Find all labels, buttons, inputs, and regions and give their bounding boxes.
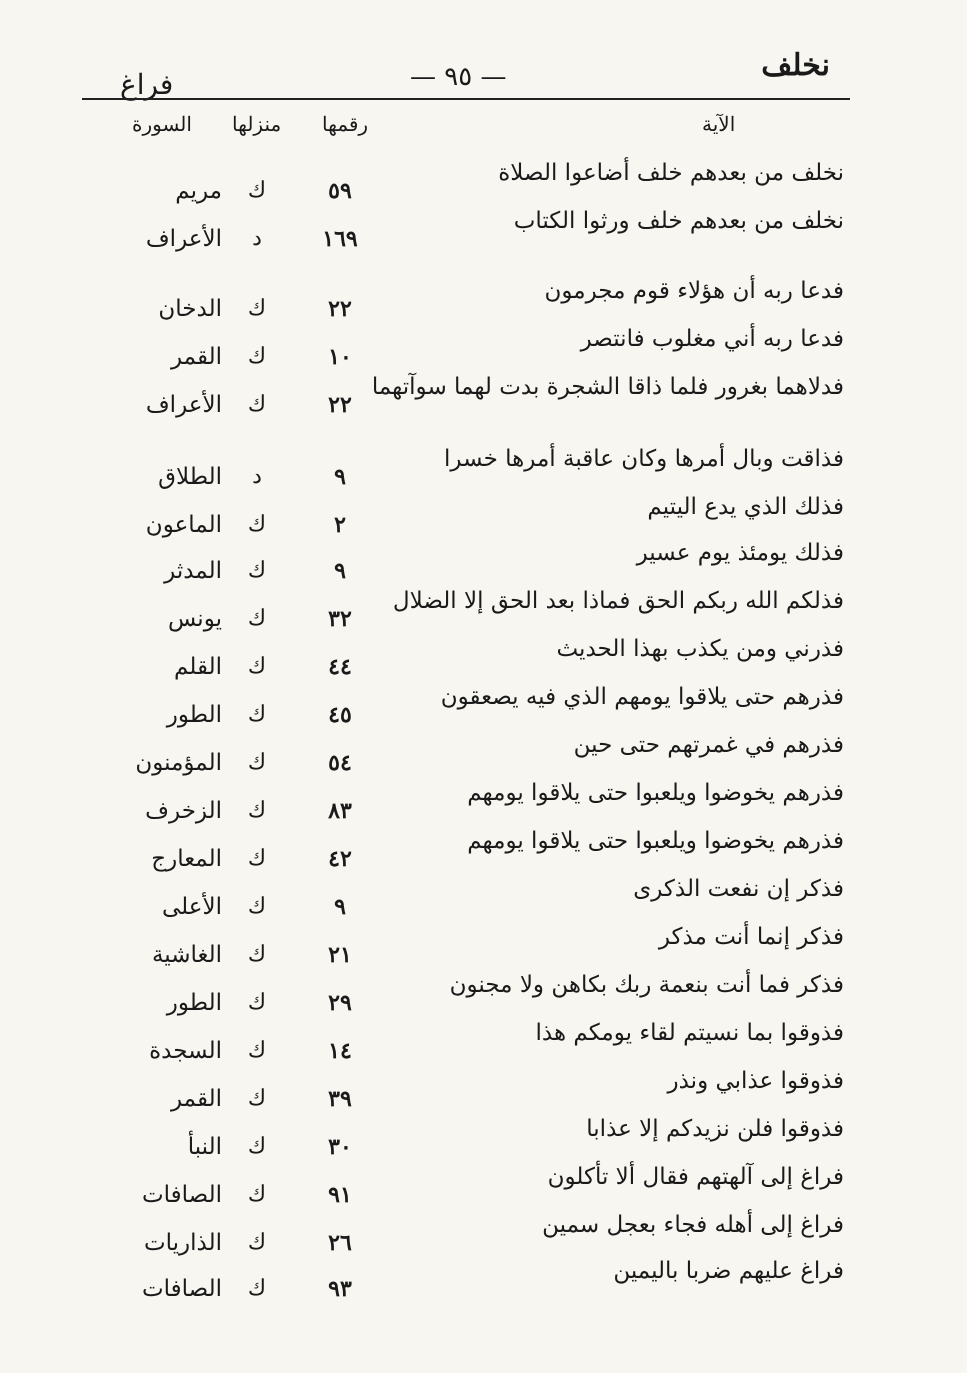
verse-number: ٥٩ [328, 178, 352, 204]
revelation-place: ك [247, 512, 267, 537]
sura-name: الأعلى [161, 894, 222, 920]
verse-text: فدعا ربه أن هؤلاء قوم مجرمون [544, 278, 844, 304]
revelation-place: ك [247, 846, 267, 871]
table-row [82, 876, 850, 922]
table-row [82, 374, 850, 420]
verse-text: فذلكم الله ربكم الحق فماذا بعد الحق إلا الضلال [392, 588, 844, 614]
verse-number: ٢٩ [328, 990, 352, 1016]
verse-text: فراغ إلى أهله فجاء بعجل سمين [542, 1212, 844, 1238]
revelation-place: ك [247, 1276, 267, 1301]
revelation-place: ك [247, 1134, 267, 1159]
verse-number: ٩ [334, 894, 346, 920]
verse-number: ٩١ [328, 1182, 352, 1208]
verse-text: فذلك يومئذ يوم عسير [636, 540, 844, 566]
verse-number: ٣٩ [328, 1086, 352, 1112]
sura-name: الطلاق [158, 464, 222, 490]
revelation-place: د [252, 226, 262, 251]
column-headers [82, 112, 850, 146]
verse-text: نخلف من بعدهم خلف أضاعوا الصلاة [498, 160, 844, 186]
revelation-place: ك [247, 1038, 267, 1063]
verse-text: فذرني ومن يكذب بهذا الحديث [556, 636, 844, 662]
revelation-place: ك [247, 798, 267, 823]
sura-name: الصافات [141, 1276, 222, 1302]
table-row [82, 1258, 850, 1304]
verse-text: فذكر إن نفعت الذكرى [633, 876, 844, 902]
revelation-place: ك [247, 654, 267, 679]
verse-number: ٤٤ [328, 654, 352, 680]
table-row [82, 972, 850, 1018]
table-row [82, 1164, 850, 1210]
verse-text: فدلاهما بغرور فلما ذاقا الشجرة بدت لهما سوآتهما [371, 374, 844, 400]
table-row [82, 208, 850, 254]
sura-name: المدثر [164, 558, 222, 584]
verse-number: ٢ [334, 512, 346, 538]
header-last-word: فراغ [120, 68, 174, 101]
column-header-sura: السورة [132, 112, 192, 136]
revelation-place: ك [247, 344, 267, 369]
verse-text: فذوقوا بما نسيتم لقاء يومكم هذا [535, 1020, 844, 1046]
column-header-aya: الآية [702, 112, 736, 136]
table-row [82, 636, 850, 682]
verse-number: ٢٢ [328, 296, 352, 322]
column-header-place: منزلها [232, 112, 282, 136]
sura-name: القمر [170, 344, 222, 370]
sura-name: الأعراف [145, 392, 222, 418]
revelation-place: ك [247, 1230, 267, 1255]
column-header-number: رقمها [322, 112, 369, 136]
verse-text: فذلك الذي يدع اليتيم [647, 494, 844, 520]
sura-name: الطور [166, 990, 222, 1016]
table-row [82, 732, 850, 778]
verse-number: ٩ [334, 558, 346, 584]
sura-name: القمر [170, 1086, 222, 1112]
verse-number: ١٦٩ [322, 226, 358, 252]
table-row [82, 326, 850, 372]
table-row [82, 494, 850, 540]
verse-text: فذوقوا فلن نزيدكم إلا عذابا [586, 1116, 844, 1142]
sura-name: الأعراف [145, 226, 222, 252]
sura-name: الدخان [158, 296, 222, 322]
revelation-place: ك [247, 1182, 267, 1207]
sura-name: الطور [166, 702, 222, 728]
verse-number: ١٠ [328, 344, 352, 370]
table-row [82, 1212, 850, 1258]
verse-number: ٢٦ [328, 1230, 352, 1256]
verse-text: فدعا ربه أني مغلوب فانتصر [580, 326, 844, 352]
table-row [82, 1020, 850, 1066]
verse-text: فذكر فما أنت بنعمة ربك بكاهن ولا مجنون [449, 972, 844, 998]
page-header [80, 40, 850, 101]
verse-number: ١٤ [328, 1038, 352, 1064]
table-row [82, 924, 850, 970]
verse-text: فذرهم يخوضوا ويلعبوا حتى يلاقوا يومهم [467, 828, 844, 854]
verse-number: ٤٢ [328, 846, 352, 872]
revelation-place: ك [247, 942, 267, 967]
revelation-place: ك [247, 558, 267, 583]
verse-number: ٩ [334, 464, 346, 490]
verse-number: ٤٥ [328, 702, 352, 728]
table-row [82, 278, 850, 324]
table-row [82, 160, 850, 206]
sura-name: المعارج [151, 846, 222, 872]
table-row [82, 1068, 850, 1114]
verse-text: فذرهم حتى يلاقوا يومهم الذي فيه يصعقون [440, 684, 844, 710]
verse-number: ٢١ [328, 942, 352, 968]
revelation-place: ك [247, 296, 267, 321]
revelation-place: ك [247, 990, 267, 1015]
sura-name: الغاشية [151, 942, 222, 968]
header-rule [82, 98, 850, 100]
verse-number: ٣٢ [328, 606, 352, 632]
sura-name: النبأ [187, 1134, 222, 1160]
table-row [82, 540, 850, 586]
table-row [82, 780, 850, 826]
sura-name: المؤمنون [135, 750, 222, 776]
revelation-place: ك [247, 1086, 267, 1111]
table-row [82, 588, 850, 634]
verse-number: ٢٢ [328, 392, 352, 418]
table-row [82, 446, 850, 492]
revelation-place: ك [247, 392, 267, 417]
sura-name: يونس [167, 606, 222, 632]
verse-text: فذاقت وبال أمرها وكان عاقبة أمرها خسرا [444, 446, 844, 472]
sura-name: مريم [175, 178, 222, 204]
table-row [82, 1116, 850, 1162]
revelation-place: ك [247, 178, 267, 203]
table-row [82, 684, 850, 730]
revelation-place: ك [247, 750, 267, 775]
verse-text: نخلف من بعدهم خلف ورثوا الكتاب [513, 208, 844, 234]
verse-number: ٣٠ [328, 1134, 352, 1160]
verse-text: فراغ عليهم ضربا باليمين [613, 1258, 844, 1284]
sura-name: الصافات [141, 1182, 222, 1208]
verse-text: فذوقوا عذابي ونذر [667, 1068, 844, 1094]
sura-name: القلم [174, 654, 222, 680]
page-number: — ٩٥ — [410, 62, 507, 92]
sura-name: الزخرف [145, 798, 222, 824]
verse-number: ٨٣ [328, 798, 352, 824]
verse-text: فذرهم في غمرتهم حتى حين [573, 732, 844, 758]
header-first-word: نخلف [761, 48, 830, 83]
verse-text: فذكر إنما أنت مذكر [658, 924, 844, 950]
revelation-place: ك [247, 894, 267, 919]
revelation-place: د [252, 464, 262, 489]
revelation-place: ك [247, 702, 267, 727]
verse-text: فذرهم يخوضوا ويلعبوا حتى يلاقوا يومهم [467, 780, 844, 806]
sura-name: الذاريات [143, 1230, 222, 1256]
table-row [82, 828, 850, 874]
verse-number: ٥٤ [328, 750, 352, 776]
sura-name: السجدة [149, 1038, 222, 1064]
verse-text: فراغ إلى آلهتهم فقال ألا تأكلون [547, 1164, 844, 1190]
verse-number: ٩٣ [328, 1276, 352, 1302]
revelation-place: ك [247, 606, 267, 631]
sura-name: الماعون [145, 512, 222, 538]
